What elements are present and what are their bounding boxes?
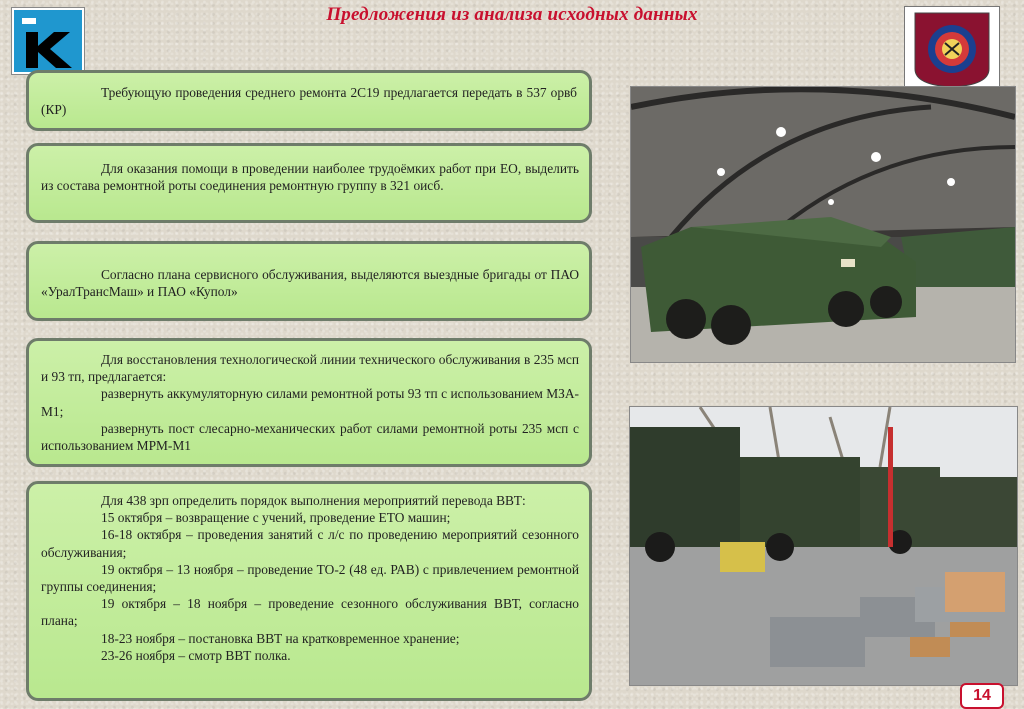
proposal-block-3 [26,241,592,321]
training-center-emblem-icon [904,6,1000,92]
page-number: 14 [960,683,1004,709]
armored-vehicles-hangar-photo [630,86,1016,363]
block-paragraph: 19 октября – 13 ноября – проведение ТО-2 (48 ед. РАВ) с привлечением ремонтной группы соединения; [41,561,579,595]
block-paragraph: 19 октября – 18 ноября – проведение сезонного обслуживания ВВТ, согласно плана; [41,596,579,629]
block-paragraph: Согласно плана сервисного обслуживания, выделяются выездные бригады от ПАО «УралТрансМаш» и ПАО «Купол» [41,267,579,300]
block-paragraph: Для 438 зрп определить порядок выполнения мероприятий перевода ВВТ: [101,493,526,508]
proposal-block-2 [26,143,592,223]
block-paragraph: Для оказания помощи в проведении наиболее трудоёмких работ при ЕО, выделить из состава ремонтной роты соединения ремонтную группу в 321 оисб. [41,161,579,194]
proposal-block-1 [26,70,592,131]
block-paragraph: 23-26 ноября – смотр ВВТ полка. [101,647,291,663]
block-paragraph: Для восстановления технологической линии технического обслуживания в 235 мсп и 93 тп, предлагается: [41,352,579,385]
proposal-block-4 [26,338,592,467]
block-paragraph: Требующую проведения среднего ремонта 2С19 предлагается передать в 537 орвб (КР) [41,85,577,118]
block-paragraph: 16-18 октября – проведения занятий с л/с по проведению мероприятий сезонного обслуживания; [41,527,579,560]
proposal-block-5 [26,481,592,701]
block-paragraph: развернуть пост слесарно-механических работ силами ремонтной роты 235 мсп с использованием МРМ-М1 [41,420,579,454]
trucks-and-equipment-photo [629,406,1018,686]
block-paragraph: 18-23 ноября – постановка ВВТ на кратковременное хранение; [101,630,460,646]
block-paragraph: 15 октября – возвращение с учений, проведение ЕТО машин; [101,510,451,526]
block-paragraph: развернуть аккумуляторную силами ремонтной роты 93 тп с использованием МЗА-М1; [41,386,579,419]
page-title: Предложения из анализа исходных данных [326,4,698,25]
